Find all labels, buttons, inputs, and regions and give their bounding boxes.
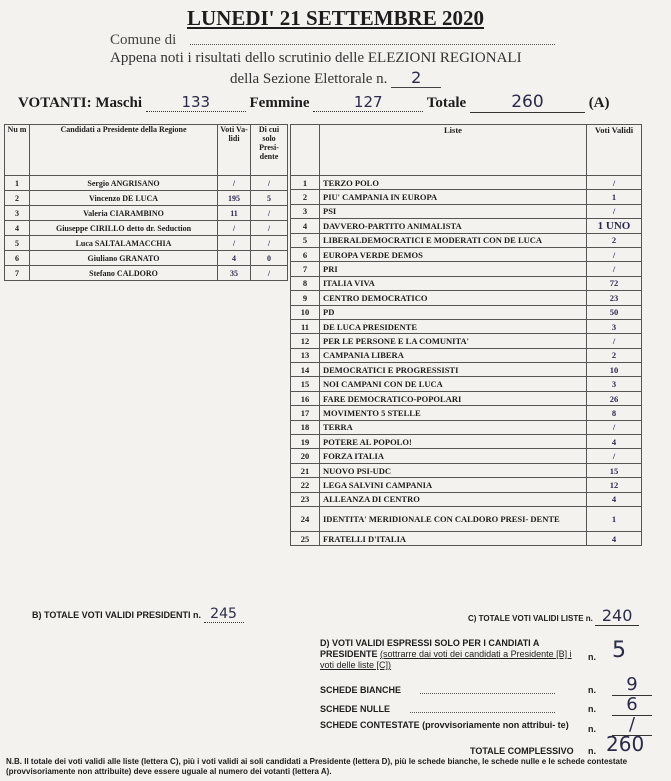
list-voti: 23 (587, 291, 642, 305)
votanti-row (18, 92, 610, 113)
list-num: 14 (291, 363, 320, 377)
list-voti: / (587, 420, 642, 434)
list-name: LEGA SALVINI CAMPANIA (320, 478, 587, 492)
table-row (5, 206, 288, 221)
table-row (291, 363, 642, 377)
nulle-label: SCHEDE NULLE (320, 704, 391, 714)
nulle-value: 6 (612, 694, 652, 716)
table-row (291, 531, 642, 545)
table-row (291, 506, 642, 531)
list-num: 21 (291, 463, 320, 477)
list-voti: 3 (587, 319, 642, 333)
list-num: 19 (291, 435, 320, 449)
sezione-number: 2 (391, 68, 441, 88)
col-name-header: Candidati a Presidente della Regione (30, 125, 218, 176)
col-voti-header: Voti Va- lidi (218, 125, 251, 176)
totale-liste (468, 606, 639, 626)
list-voti: / (587, 247, 642, 261)
list-voti: 4 (587, 492, 642, 506)
cand-voti: / (218, 236, 251, 251)
list-voti: 1 (587, 190, 642, 204)
cand-voti: / (218, 176, 251, 191)
list-num: 8 (291, 276, 320, 290)
list-voti: 2 (587, 233, 642, 247)
table-row (291, 276, 642, 290)
list-voti: 10 (587, 363, 642, 377)
comune-label: Comune di (110, 32, 177, 48)
list-voti: 15 (587, 463, 642, 477)
list-name: DAVVERO-PARTITO ANIMALISTA (320, 219, 587, 233)
section-d-title: D) VOTI VALIDI ESPRESSI SOLO PER I CANDIATI A PRESIDENTE (320, 638, 540, 659)
femmine-value: 127 (313, 93, 423, 112)
list-num: 12 (291, 334, 320, 348)
nulle-dots (410, 712, 555, 713)
list-num: 18 (291, 420, 320, 434)
table-row (291, 478, 642, 492)
cand-num: 5 (5, 236, 30, 251)
totale-presidenti-value: 245 (204, 606, 244, 623)
cand-voti: 4 (218, 251, 251, 266)
table-row (291, 463, 642, 477)
list-num: 9 (291, 291, 320, 305)
bianche-dots (420, 693, 555, 694)
bianche-label: SCHEDE BIANCHE (320, 685, 402, 695)
table-row (291, 319, 642, 333)
list-voti: / (587, 449, 642, 463)
list-voti: 26 (587, 391, 642, 405)
list-voti: 2 (587, 348, 642, 362)
table-row (291, 247, 642, 261)
list-name: DEMOCRATICI E PROGRESSISTI (320, 363, 587, 377)
contestate-n-label: n. (588, 724, 596, 734)
cand-name: Vincenzo DE LUCA (30, 191, 218, 206)
table-row (291, 391, 642, 405)
table-row (291, 204, 642, 218)
list-name: CENTRO DEMOCRATICO (320, 291, 587, 305)
list-name: ITALIA VIVA (320, 276, 587, 290)
cand-name: Valeria CIARAMBINO (30, 206, 218, 221)
table-row (291, 291, 642, 305)
table-row (291, 406, 642, 420)
list-name: FRATELLI D'ITALIA (320, 531, 587, 545)
table-row (291, 334, 642, 348)
list-name: MOVIMENTO 5 STELLE (320, 406, 587, 420)
list-voti: 72 (587, 276, 642, 290)
list-num: 23 (291, 492, 320, 506)
cand-num: 2 (5, 191, 30, 206)
list-num-header (291, 125, 320, 176)
table-row (291, 348, 642, 362)
list-name: TERZO POLO (320, 176, 587, 190)
section-d-note: (sottrarre dai voti dei candidati a Presidente [B] i voti delle liste [C]) (320, 649, 572, 670)
cand-num: 7 (5, 266, 30, 281)
sezione-label: della Sezione Elettorale n. (230, 71, 388, 87)
totale-label: Totale (426, 95, 467, 111)
list-voti: 3 (587, 377, 642, 391)
comune-dotted-line (190, 44, 555, 45)
footnote-text: Il totale dei voti validi alle liste (lettera C), più i voti validi ai soli candidati a Presidente (lettera D), più le schede bianche, le schede nulle e le schede contestate (provvisoriamente non attribuite) deve essere uguale al numero dei votanti (lettera A). (6, 757, 628, 776)
page-title: LUNEDI' 21 SETTEMBRE 2020 (187, 6, 484, 30)
cand-solo: / (251, 236, 288, 251)
table-row (291, 219, 642, 233)
totale-liste-value: 240 (595, 606, 639, 626)
d-value: 5 (612, 638, 626, 663)
list-num: 24 (291, 506, 320, 531)
list-num: 16 (291, 391, 320, 405)
votanti-label: VOTANTI: Maschi (18, 95, 143, 111)
totale-presidenti (32, 606, 244, 623)
cand-solo: 5 (251, 191, 288, 206)
table-row (5, 266, 288, 281)
footnote-prefix: N.B. (6, 757, 22, 766)
cand-num: 3 (5, 206, 30, 221)
cand-solo: / (251, 266, 288, 281)
cand-name: Luca SALTALAMACCHIA (30, 236, 218, 251)
cand-solo: / (251, 221, 288, 236)
totale-liste-label: C) TOTALE VOTI VALIDI LISTE n. (468, 614, 593, 623)
list-name: ALLEANZA DI CENTRO (320, 492, 587, 506)
contestate-value: / (612, 714, 652, 736)
list-name: PRI (320, 262, 587, 276)
cand-voti: 11 (218, 206, 251, 221)
list-voti: 8 (587, 406, 642, 420)
table-row (291, 190, 642, 204)
list-num: 1 (291, 176, 320, 190)
list-num: 6 (291, 247, 320, 261)
list-voti: 12 (587, 478, 642, 492)
list-voti: 1 (587, 506, 642, 531)
contestate-label: SCHEDE CONTESTATE (provvisoriamente non attribui- te) (320, 720, 569, 730)
list-num: 13 (291, 348, 320, 362)
col-solo-header: Di cui solo Presi- dente (251, 125, 288, 176)
list-name: IDENTITA' MERIDIONALE CON CALDORO PRESI- DENTE (320, 506, 587, 531)
list-name: LIBERALDEMOCRATICI E MODERATI CON DE LUCA (320, 233, 587, 247)
list-name: NOI CAMPANI CON DE LUCA (320, 377, 587, 391)
list-voti: 50 (587, 305, 642, 319)
list-num: 15 (291, 377, 320, 391)
cand-solo: / (251, 176, 288, 191)
votanti-code: (A) (588, 95, 610, 111)
table-row (291, 262, 642, 276)
cand-solo: / (251, 206, 288, 221)
cand-name: Giuseppe CIRILLO detto dr. Seduction (30, 221, 218, 236)
candidates-table (4, 124, 288, 281)
list-voti: / (587, 262, 642, 276)
cand-name: Sergio ANGRISANO (30, 176, 218, 191)
intro-line: Appena noti i risultati dello scrutinio delle ELEZIONI REGIONALI (110, 50, 522, 66)
totale-complessivo-value: 260 (606, 732, 645, 756)
list-name: FARE DEMOCRATICO-POPOLARI (320, 391, 587, 405)
table-row (5, 176, 288, 191)
list-num: 4 (291, 219, 320, 233)
list-voti: / (587, 176, 642, 190)
cand-solo: 0 (251, 251, 288, 266)
list-name: EUROPA VERDE DEMOS (320, 247, 587, 261)
table-row (291, 176, 642, 190)
list-voti: 4 (587, 531, 642, 545)
totale-value: 260 (470, 92, 585, 113)
maschi-value: 133 (146, 93, 246, 112)
cand-voti: / (218, 221, 251, 236)
table-row (291, 449, 642, 463)
list-voti: 1 UNO (587, 219, 642, 233)
col-num-header: Nu m (5, 125, 30, 176)
lists-table (290, 124, 642, 546)
table-row (5, 236, 288, 251)
list-voti: / (587, 204, 642, 218)
list-name: PIU' CAMPANIA IN EUROPA (320, 190, 587, 204)
nulle-n-label: n. (588, 704, 596, 714)
list-name: PD (320, 305, 587, 319)
totale-presidenti-label: B) TOTALE VOTI VALIDI PRESIDENTI n. (32, 610, 202, 620)
list-name: POTERE AL POPOLO! (320, 435, 587, 449)
cand-num: 1 (5, 176, 30, 191)
list-voti-header: Voti Validi (587, 125, 642, 176)
list-voti: / (587, 334, 642, 348)
sezione-line (230, 68, 441, 88)
list-name: DE LUCA PRESIDENTE (320, 319, 587, 333)
section-d-label (320, 638, 588, 671)
cand-num: 6 (5, 251, 30, 266)
cand-num: 4 (5, 221, 30, 236)
footnote (6, 757, 666, 777)
table-row (291, 435, 642, 449)
bianche-value: 9 (612, 674, 652, 696)
table-row (291, 420, 642, 434)
list-num: 22 (291, 478, 320, 492)
bianche-n-label: n. (588, 685, 596, 695)
list-num: 25 (291, 531, 320, 545)
cand-name: Giuliano GRANATO (30, 251, 218, 266)
totale-complessivo-n-label: n. (588, 746, 596, 756)
table-row (291, 377, 642, 391)
cand-voti: 35 (218, 266, 251, 281)
list-name-header: Liste (320, 125, 587, 176)
table-row (5, 251, 288, 266)
list-name: NUOVO PSI-UDC (320, 463, 587, 477)
d-n-label: n. (588, 652, 596, 662)
list-num: 5 (291, 233, 320, 247)
list-name: PER LE PERSONE E LA COMUNITA' (320, 334, 587, 348)
list-name: FORZA ITALIA (320, 449, 587, 463)
list-num: 7 (291, 262, 320, 276)
list-num: 17 (291, 406, 320, 420)
table-row (5, 191, 288, 206)
list-num: 11 (291, 319, 320, 333)
cand-voti: 195 (218, 191, 251, 206)
list-num: 2 (291, 190, 320, 204)
list-num: 3 (291, 204, 320, 218)
list-name: TERRA (320, 420, 587, 434)
cand-name: Stefano CALDORO (30, 266, 218, 281)
table-row (291, 305, 642, 319)
list-name: CAMPANIA LIBERA (320, 348, 587, 362)
list-voti: 4 (587, 435, 642, 449)
totale-complessivo-label: TOTALE COMPLESSIVO (470, 746, 574, 756)
list-num: 20 (291, 449, 320, 463)
table-row (291, 492, 642, 506)
list-name: PSI (320, 204, 587, 218)
table-row (5, 221, 288, 236)
list-num: 10 (291, 305, 320, 319)
table-row (291, 233, 642, 247)
femmine-label: Femmine (249, 95, 310, 111)
